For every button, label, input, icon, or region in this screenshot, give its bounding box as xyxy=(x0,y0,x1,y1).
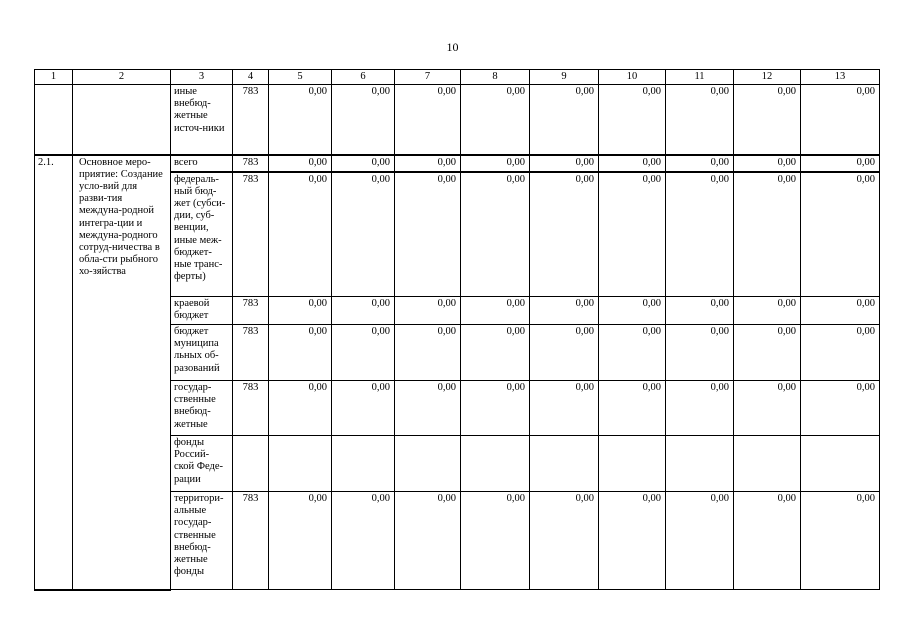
value-cell xyxy=(734,436,801,492)
header-cell: 4 xyxy=(233,70,269,85)
value-cell: 0,00 xyxy=(734,172,801,297)
value-cell xyxy=(395,436,461,492)
value-cell: 0,00 xyxy=(461,85,530,155)
value-cell: 0,00 xyxy=(395,85,461,155)
value-cell: 0,00 xyxy=(395,155,461,172)
source-cell: государ-ственные внебюд-жетные xyxy=(171,381,233,436)
value-cell: 0,00 xyxy=(530,155,599,172)
value-cell xyxy=(599,436,666,492)
value-cell: 0,00 xyxy=(599,492,666,590)
value-cell: 0,00 xyxy=(666,297,734,325)
header-cell: 6 xyxy=(332,70,395,85)
code-cell: 783 xyxy=(233,325,269,381)
value-cell: 0,00 xyxy=(332,381,395,436)
code-cell: 783 xyxy=(233,381,269,436)
value-cell: 0,00 xyxy=(666,492,734,590)
source-cell: территори-альные государ-ственные внебюд-жетные фонды xyxy=(171,492,233,590)
value-cell: 0,00 xyxy=(734,85,801,155)
value-cell: 0,00 xyxy=(461,381,530,436)
value-cell: 0,00 xyxy=(269,492,332,590)
source-cell: федераль-ный бюд-жет (субси-дии, суб-венции, иные меж-бюджет-ные транс-ферты) xyxy=(171,172,233,297)
value-cell: 0,00 xyxy=(801,381,880,436)
header-cell: 5 xyxy=(269,70,332,85)
value-cell: 0,00 xyxy=(269,155,332,172)
code-cell: 783 xyxy=(233,297,269,325)
value-cell: 0,00 xyxy=(599,172,666,297)
value-cell: 0,00 xyxy=(269,172,332,297)
measure-number: 2.1. xyxy=(35,155,73,590)
value-cell: 0,00 xyxy=(801,85,880,155)
value-cell: 0,00 xyxy=(530,381,599,436)
empty-cell xyxy=(73,85,171,155)
value-cell: 0,00 xyxy=(666,381,734,436)
header-cell: 8 xyxy=(461,70,530,85)
value-cell: 0,00 xyxy=(666,85,734,155)
code-cell: 783 xyxy=(233,85,269,155)
source-cell: краевой бюджет xyxy=(171,297,233,325)
value-cell: 0,00 xyxy=(599,325,666,381)
table-row xyxy=(35,155,880,172)
value-cell: 0,00 xyxy=(801,492,880,590)
budget-table xyxy=(34,69,880,591)
value-cell: 0,00 xyxy=(461,325,530,381)
value-cell: 0,00 xyxy=(801,297,880,325)
code-cell xyxy=(233,436,269,492)
value-cell: 0,00 xyxy=(734,155,801,172)
value-cell: 0,00 xyxy=(666,155,734,172)
value-cell: 0,00 xyxy=(269,85,332,155)
value-cell: 0,00 xyxy=(332,172,395,297)
value-cell: 0,00 xyxy=(801,172,880,297)
header-cell: 1 xyxy=(35,70,73,85)
value-cell: 0,00 xyxy=(395,297,461,325)
value-cell xyxy=(269,436,332,492)
code-cell: 783 xyxy=(233,492,269,590)
value-cell: 0,00 xyxy=(801,155,880,172)
value-cell: 0,00 xyxy=(395,492,461,590)
value-cell: 0,00 xyxy=(734,325,801,381)
empty-cell xyxy=(35,85,73,155)
value-cell: 0,00 xyxy=(332,85,395,155)
header-cell: 12 xyxy=(734,70,801,85)
value-cell: 0,00 xyxy=(666,325,734,381)
value-cell: 0,00 xyxy=(530,85,599,155)
value-cell: 0,00 xyxy=(599,381,666,436)
source-cell: всего xyxy=(171,155,233,172)
value-cell: 0,00 xyxy=(332,325,395,381)
value-cell: 0,00 xyxy=(599,155,666,172)
value-cell: 0,00 xyxy=(734,492,801,590)
value-cell: 0,00 xyxy=(530,492,599,590)
value-cell: 0,00 xyxy=(530,297,599,325)
value-cell: 0,00 xyxy=(332,297,395,325)
value-cell: 0,00 xyxy=(332,155,395,172)
source-cell: бюджет муниципа льных об-разований xyxy=(171,325,233,381)
value-cell: 0,00 xyxy=(395,172,461,297)
value-cell: 0,00 xyxy=(599,85,666,155)
value-cell: 0,00 xyxy=(461,172,530,297)
source-cell: фонды Россий-ской Феде-рации xyxy=(171,436,233,492)
value-cell: 0,00 xyxy=(530,172,599,297)
value-cell: 0,00 xyxy=(461,492,530,590)
value-cell xyxy=(666,436,734,492)
value-cell: 0,00 xyxy=(599,297,666,325)
header-cell: 3 xyxy=(171,70,233,85)
value-cell: 0,00 xyxy=(530,325,599,381)
code-cell: 783 xyxy=(233,172,269,297)
value-cell: 0,00 xyxy=(395,381,461,436)
header-cell: 11 xyxy=(666,70,734,85)
page-number: 10 xyxy=(446,40,459,54)
value-cell: 0,00 xyxy=(734,381,801,436)
value-cell: 0,00 xyxy=(332,492,395,590)
value-cell: 0,00 xyxy=(269,297,332,325)
value-cell: 0,00 xyxy=(269,325,332,381)
table-row xyxy=(35,85,880,155)
header-cell: 7 xyxy=(395,70,461,85)
code-cell: 783 xyxy=(233,155,269,172)
header-cell: 10 xyxy=(599,70,666,85)
value-cell: 0,00 xyxy=(666,172,734,297)
value-cell: 0,00 xyxy=(269,381,332,436)
value-cell xyxy=(801,436,880,492)
header-cell: 9 xyxy=(530,70,599,85)
measure-title: Основное меро-приятие: Создание усло-вий для разви-тия междуна-родной интегра-ции и междуна-родного сотруд-ничества в обла-сти рыбного хо-зяйства xyxy=(73,155,171,590)
value-cell: 0,00 xyxy=(734,297,801,325)
header-cell: 13 xyxy=(801,70,880,85)
value-cell: 0,00 xyxy=(801,325,880,381)
value-cell xyxy=(461,436,530,492)
source-cell: иные внебюд-жетные источ-ники xyxy=(171,85,233,155)
header-cell: 2 xyxy=(73,70,171,85)
value-cell: 0,00 xyxy=(461,155,530,172)
header-row xyxy=(35,70,880,85)
value-cell xyxy=(332,436,395,492)
value-cell: 0,00 xyxy=(395,325,461,381)
value-cell: 0,00 xyxy=(461,297,530,325)
value-cell xyxy=(530,436,599,492)
